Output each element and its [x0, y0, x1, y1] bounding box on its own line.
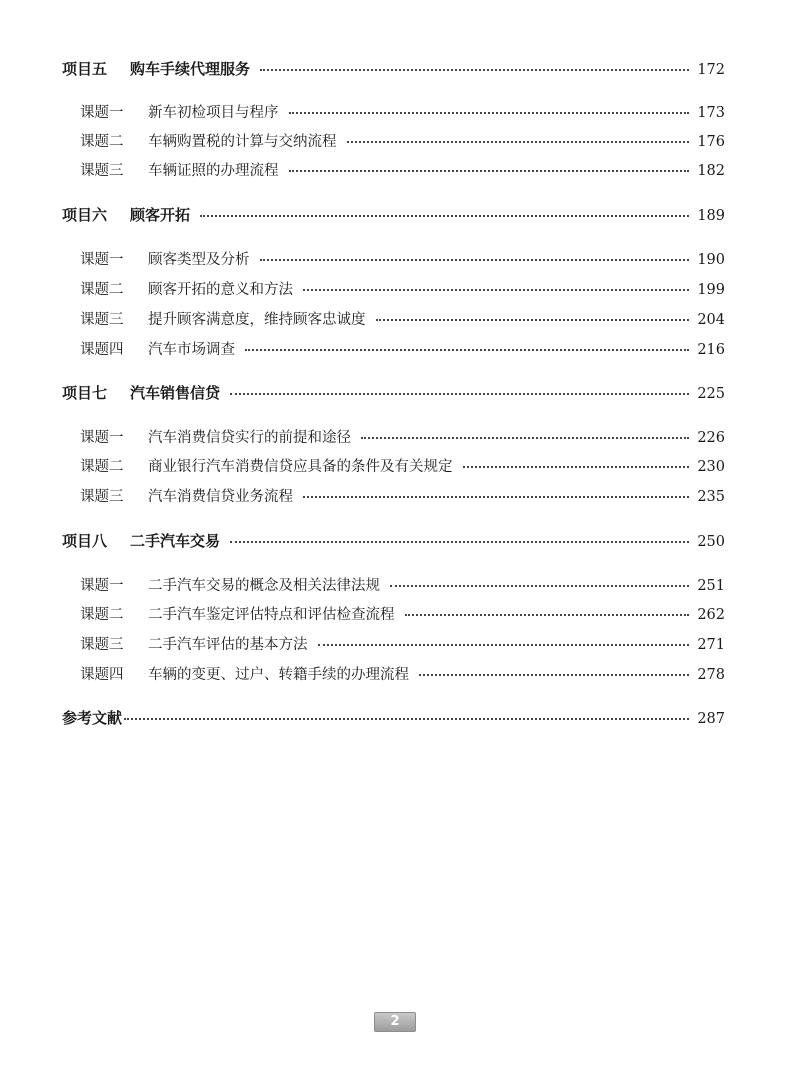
chapter-title: 二手汽车交易: [130, 532, 221, 550]
lesson-title: 顾客类型及分析: [148, 252, 250, 268]
lesson-number: 课题二: [80, 459, 124, 475]
dot-leader: [347, 140, 690, 143]
lesson-title: 车辆的变更、过户、转籍手续的办理流程: [148, 667, 409, 683]
dot-leader: [405, 613, 690, 616]
page-number-badge: 2: [374, 1012, 416, 1032]
page-number: 287: [697, 711, 725, 727]
lesson-title: 二手汽车交易的概念及相关法律法规: [148, 578, 380, 594]
toc-chapter-8[interactable]: [62, 530, 725, 551]
toc-lesson[interactable]: [80, 278, 725, 299]
page-number: 225: [697, 386, 725, 402]
dot-leader: [260, 258, 690, 261]
lesson-number: 课题二: [80, 134, 124, 150]
chapter-number: 项目七: [62, 384, 108, 402]
dot-leader: [361, 436, 689, 439]
lesson-title: 汽车市场调查: [148, 342, 235, 358]
lesson-title: 新车初检项目与程序: [148, 105, 279, 121]
dot-leader: [230, 540, 689, 543]
page-number: 176: [697, 134, 725, 150]
page-number: 173: [697, 105, 725, 121]
toc-lesson[interactable]: [80, 130, 725, 151]
lesson-title: 顾客开拓的意义和方法: [148, 282, 293, 298]
page-number: 251: [697, 578, 725, 594]
toc-lesson[interactable]: [80, 633, 725, 654]
toc-chapter-6[interactable]: [62, 204, 725, 225]
dot-leader: [318, 643, 690, 646]
toc-lesson[interactable]: [80, 338, 725, 359]
page-number: 250: [697, 534, 725, 550]
references-title: 参考文献: [62, 709, 123, 727]
dot-leader: [376, 318, 690, 321]
dot-leader: [289, 169, 690, 172]
chapter-number: 项目六: [62, 206, 108, 224]
page-number: 216: [697, 342, 725, 358]
lesson-number: 课题一: [80, 105, 124, 121]
lesson-number: 课题一: [80, 578, 124, 594]
dot-leader: [303, 495, 689, 498]
dot-leader: [289, 111, 690, 114]
page-number: 204: [697, 312, 725, 328]
dot-leader: [200, 214, 689, 217]
toc-lesson[interactable]: [80, 308, 725, 329]
lesson-number: 课题三: [80, 637, 124, 653]
lesson-title: 二手汽车鉴定评估特点和评估检查流程: [148, 607, 395, 623]
lesson-title: 二手汽车评估的基本方法: [148, 637, 308, 653]
dot-leader: [303, 288, 689, 291]
lesson-number: 课题三: [80, 489, 124, 505]
dot-leader: [390, 584, 689, 587]
dot-leader: [245, 348, 689, 351]
lesson-number: 课题二: [80, 282, 124, 298]
page-number: 262: [697, 607, 725, 623]
chapter-number: 项目八: [62, 532, 108, 550]
page-number: 172: [697, 62, 725, 78]
dot-leader: [124, 717, 689, 720]
chapter-number: 项目五: [62, 60, 108, 78]
toc-lesson[interactable]: [80, 485, 725, 506]
page-number: 190: [697, 252, 725, 268]
page-number: 226: [697, 430, 725, 446]
toc-lesson[interactable]: [80, 455, 725, 476]
dot-leader: [463, 465, 690, 468]
dot-leader: [260, 68, 689, 71]
page-number: 278: [697, 667, 725, 683]
lesson-title: 汽车消费信贷实行的前提和途径: [148, 430, 351, 446]
lesson-number: 课题四: [80, 667, 124, 683]
lesson-number: 课题一: [80, 430, 124, 446]
page-number: 189: [697, 208, 725, 224]
page-number: 235: [697, 489, 725, 505]
chapter-title: 汽车销售信贷: [130, 384, 221, 402]
lesson-title: 车辆证照的办理流程: [148, 163, 279, 179]
lesson-number: 课题三: [80, 163, 124, 179]
toc-chapter-5[interactable]: [62, 58, 725, 79]
toc-chapter-7[interactable]: [62, 382, 725, 403]
chapter-title: 购车手续代理服务: [130, 60, 251, 78]
toc-references[interactable]: [62, 707, 725, 728]
lesson-title: 车辆购置税的计算与交纳流程: [148, 134, 337, 150]
toc-lesson[interactable]: [80, 248, 725, 269]
toc-lesson[interactable]: [80, 159, 725, 180]
lesson-title: 商业银行汽车消费信贷应具备的条件及有关规定: [148, 459, 453, 475]
page-number: 182: [697, 163, 725, 179]
dot-leader: [419, 673, 689, 676]
toc-lesson[interactable]: [80, 663, 725, 684]
lesson-number: 课题二: [80, 607, 124, 623]
lesson-number: 课题一: [80, 252, 124, 268]
dot-leader: [230, 392, 689, 395]
lesson-title: 提升顾客满意度，维持顾客忠诚度: [148, 312, 366, 328]
toc-lesson[interactable]: [80, 101, 725, 122]
chapter-title: 顾客开拓: [130, 206, 191, 224]
page-number: 230: [697, 459, 725, 475]
lesson-title: 汽车消费信贷业务流程: [148, 489, 293, 505]
toc-lesson[interactable]: [80, 574, 725, 595]
toc-lesson[interactable]: [80, 426, 725, 447]
lesson-number: 课题四: [80, 342, 124, 358]
toc-lesson[interactable]: [80, 603, 725, 624]
page-number: 199: [697, 282, 725, 298]
page-number: 271: [697, 637, 725, 653]
lesson-number: 课题三: [80, 312, 124, 328]
